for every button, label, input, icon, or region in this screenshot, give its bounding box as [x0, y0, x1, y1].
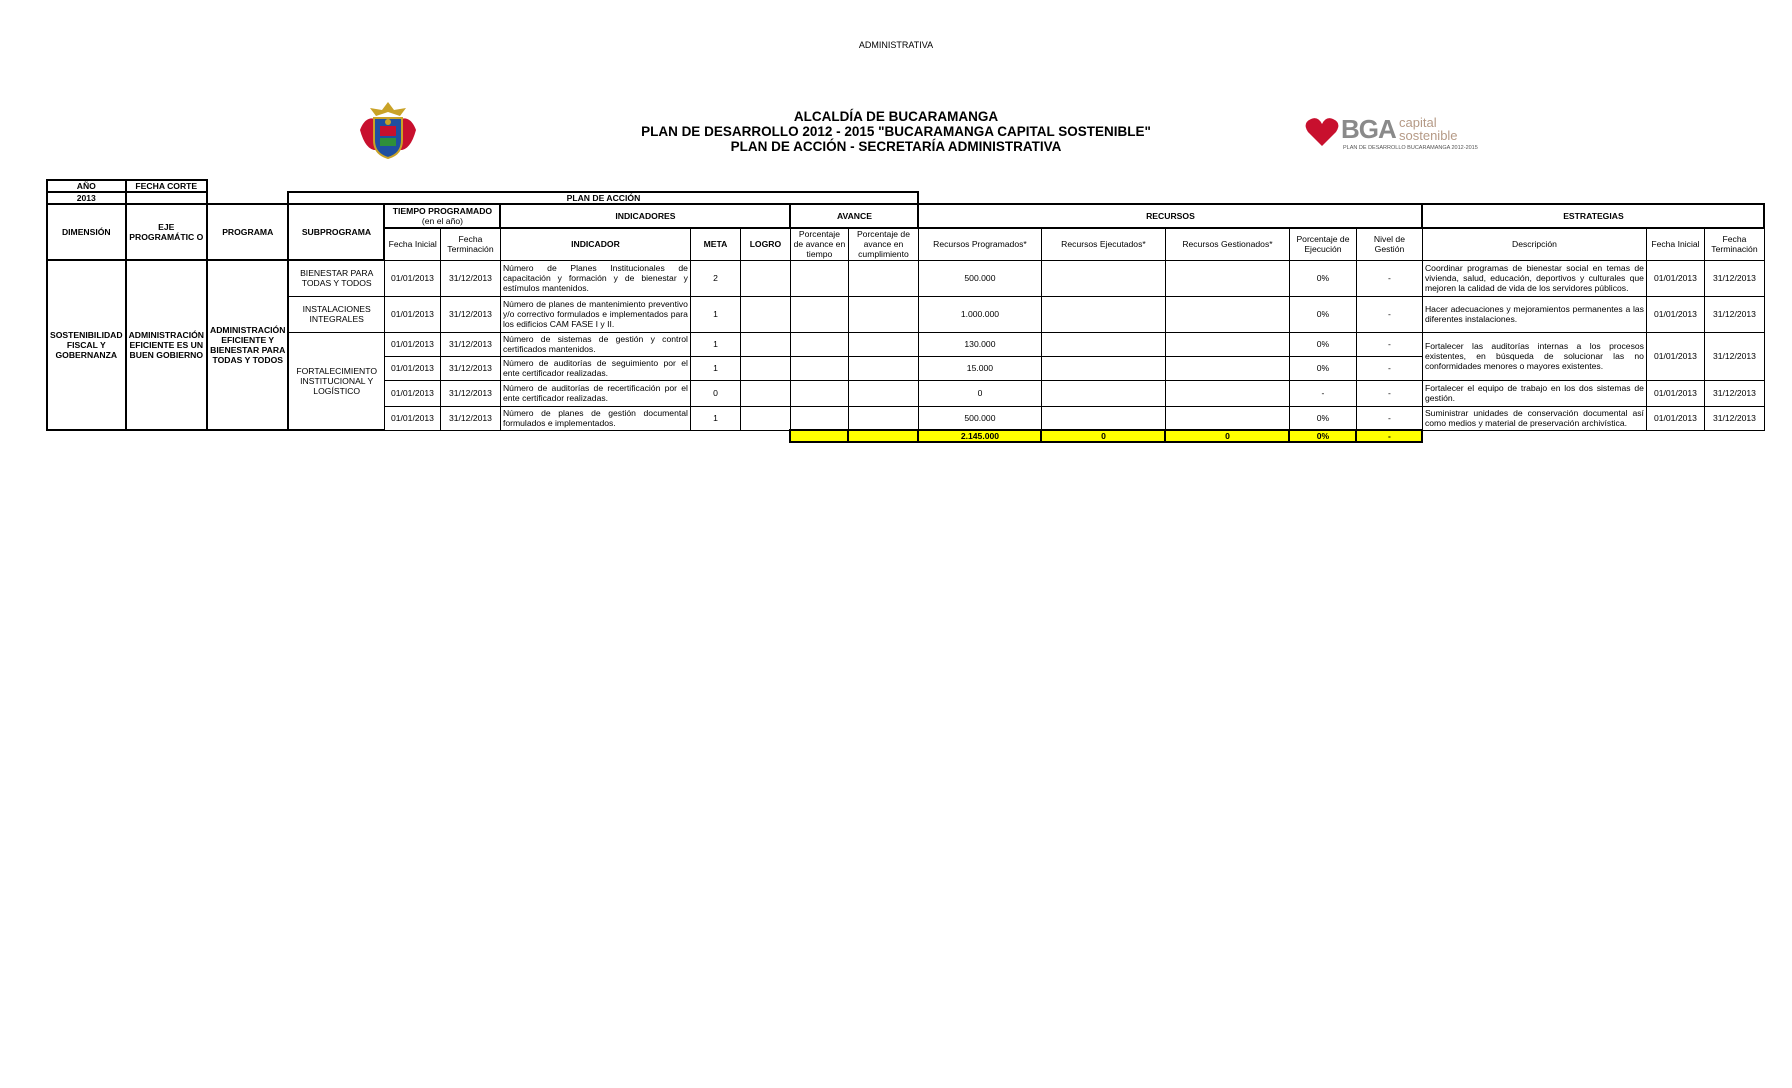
table-row: [47, 260, 1764, 296]
col-estrategia-fecha-terminacion: Fecha Terminación: [1704, 228, 1764, 260]
cell-estrategia-fecha-terminacion: 31/12/2013: [1704, 332, 1764, 380]
cell-estrategia-fecha-inicial: 01/01/2013: [1646, 380, 1704, 406]
total-avance-tiempo: [790, 430, 848, 442]
col-programa: PROGRAMA: [207, 204, 288, 260]
cell-avance-tiempo: [790, 356, 848, 380]
cell-fecha-terminacion: 31/12/2013: [440, 356, 500, 380]
col-meta: META: [690, 228, 740, 260]
cell-avance-cumplimiento: [848, 260, 918, 296]
col-fecha-terminacion: Fecha Terminación: [440, 228, 500, 260]
cell-indicador: Número de auditorías de seguimiento por el ente certificador realizadas.: [500, 356, 690, 380]
cell-recursos-programados: 0: [918, 380, 1041, 406]
table-row: [47, 332, 1764, 356]
cell-indicador: Número de planes de gestión documental formulados e implementados.: [500, 406, 690, 430]
cell-recursos-programados: 500.000: [918, 406, 1041, 430]
cell-meta: 1: [690, 356, 740, 380]
cell-recursos-programados: 500.000: [918, 260, 1041, 296]
cell-fecha-inicial: 01/01/2013: [384, 296, 440, 332]
cell-dimension: SOSTENIBILIDAD FISCAL Y GOBERNANZA: [47, 260, 126, 430]
cell-estrategia-fecha-inicial: 01/01/2013: [1646, 260, 1704, 296]
total-recursos-ejecutados: 0: [1041, 430, 1165, 442]
cell-fecha-inicial: 01/01/2013: [384, 356, 440, 380]
cell-indicador: Número de auditorías de recertificación por el ente certificador realizadas.: [500, 380, 690, 406]
cell-avance-cumplimiento: [848, 356, 918, 380]
cell-estrategia-descripcion: Hacer adecuaciones y mejoramientos permanentes a las diferentes instalaciones.: [1422, 296, 1646, 332]
cell-recursos-gestionados: [1165, 260, 1289, 296]
col-avance: AVANCE: [790, 204, 918, 228]
col-indicador: INDICADOR: [500, 228, 690, 260]
logo-tagline: capital sostenible: [1399, 115, 1458, 143]
cell-indicador: Número de Planes Institucionales de capacitación y formación y de bienestar y estímulos mantenidos.: [500, 260, 690, 296]
col-recursos-gestionados: Recursos Gestionados*: [1165, 228, 1289, 260]
col-indicadores: INDICADORES: [500, 204, 790, 228]
cell-logro: [740, 406, 790, 430]
cell-estrategia-fecha-inicial: 01/01/2013: [1646, 406, 1704, 430]
cell-recursos-ejecutados: [1041, 380, 1165, 406]
cell-avance-tiempo: [790, 332, 848, 356]
cell-nivel-gestion: -: [1356, 406, 1422, 430]
cell-porcentaje-ejecucion: 0%: [1289, 406, 1356, 430]
bga-capital-sostenible-logo: [1305, 112, 1490, 156]
col-estrategia-fecha-inicial: Fecha Inicial: [1646, 228, 1704, 260]
cell-meta: 0: [690, 380, 740, 406]
cell-recursos-gestionados: [1165, 406, 1289, 430]
cell-programa: ADMINISTRACIÓN EFICIENTE Y BIENESTAR PARA TODAS Y TODOS: [207, 260, 288, 430]
cell-estrategia-fecha-terminacion: 31/12/2013: [1704, 296, 1764, 332]
cell-nivel-gestion: -: [1356, 260, 1422, 296]
cell-avance-tiempo: [790, 380, 848, 406]
cell-recursos-ejecutados: [1041, 296, 1165, 332]
cell-avance-cumplimiento: [848, 380, 918, 406]
document-titles: [0, 109, 1792, 154]
cell-avance-tiempo: [790, 406, 848, 430]
cell-estrategia-descripcion: Fortalecer las auditorías internas a los procesos existentes, en búsqueda de solucionar las no conformidades menores o mayores existentes.: [1422, 332, 1646, 380]
cell-estrategia-fecha-inicial: 01/01/2013: [1646, 296, 1704, 332]
cell-avance-cumplimiento: [848, 296, 918, 332]
total-recursos-programados: 2.145.000: [918, 430, 1041, 442]
cell-meta: 1: [690, 406, 740, 430]
cell-avance-tiempo: [790, 296, 848, 332]
total-recursos-gestionados: 0: [1165, 430, 1289, 442]
cell-porcentaje-ejecucion: -: [1289, 380, 1356, 406]
cell-subprograma-bienestar: BIENESTAR PARA TODAS Y TODOS: [288, 260, 384, 296]
cell-recursos-gestionados: [1165, 356, 1289, 380]
logo-subtitle: PLAN DE DESARROLLO BUCARAMANGA 2012-2015: [1343, 145, 1478, 151]
cell-recursos-gestionados: [1165, 380, 1289, 406]
cell-recursos-ejecutados: [1041, 356, 1165, 380]
cell-recursos-ejecutados: [1041, 332, 1165, 356]
cell-meta: 2: [690, 260, 740, 296]
col-recursos-ejecutados: Recursos Ejecutados*: [1041, 228, 1165, 260]
cell-estrategia-fecha-terminacion: 31/12/2013: [1704, 380, 1764, 406]
plan-accion-header: PLAN DE ACCIÓN: [288, 192, 918, 204]
cell-recursos-programados: 130.000: [918, 332, 1041, 356]
cell-porcentaje-ejecucion: 0%: [1289, 332, 1356, 356]
cell-fecha-terminacion: 31/12/2013: [440, 332, 500, 356]
logo-brand-text: BGA: [1341, 114, 1396, 144]
cell-indicador: Número de sistemas de gestión y control certificados mantenidos.: [500, 332, 690, 356]
cell-indicador: Número de planes de mantenimiento preventivo y/o correctivo formulados e implementados para los edificios CAM FASE I y II.: [500, 296, 690, 332]
cell-porcentaje-ejecucion: 0%: [1289, 356, 1356, 380]
totals-row: [47, 430, 1764, 442]
title-plan-desarrollo: PLAN DE DESARROLLO 2012 - 2015 "BUCARAMANGA CAPITAL SOSTENIBLE": [641, 124, 1151, 139]
cell-recursos-programados: 15.000: [918, 356, 1041, 380]
col-subprograma: SUBPROGRAMA: [288, 204, 384, 260]
document-section-label: ADMINISTRATIVA: [858, 40, 934, 50]
cell-subprograma-instalaciones: INSTALACIONES INTEGRALES: [288, 296, 384, 332]
cell-meta: 1: [690, 296, 740, 332]
col-recursos-programados: Recursos Programados*: [918, 228, 1041, 260]
cell-porcentaje-ejecucion: 0%: [1289, 260, 1356, 296]
fecha-corte-value: [126, 192, 207, 204]
cell-porcentaje-ejecucion: 0%: [1289, 296, 1356, 332]
cell-fecha-terminacion: 31/12/2013: [440, 380, 500, 406]
col-porcentaje-ejecucion: Porcentaje de Ejecución: [1289, 228, 1356, 260]
cell-subprograma-fortalecimiento: FORTALECIMIENTO INSTITUCIONAL Y LOGÍSTICO: [288, 332, 384, 430]
cell-nivel-gestion: -: [1356, 296, 1422, 332]
cell-estrategia-descripcion: Coordinar programas de bienestar social en temas de vivienda, salud, educación, deportivos y culturales que mejoren la calidad de vida de los servidores públicos.: [1422, 260, 1646, 296]
cell-avance-cumplimiento: [848, 332, 918, 356]
cell-fecha-inicial: 01/01/2013: [384, 380, 440, 406]
anio-label: AÑO: [47, 180, 126, 192]
cell-nivel-gestion: -: [1356, 380, 1422, 406]
cell-logro: [740, 380, 790, 406]
cell-logro: [740, 296, 790, 332]
cell-eje: ADMINISTRACIÓN EFICIENTE ES UN BUEN GOBIERNO: [126, 260, 207, 430]
cell-fecha-inicial: 01/01/2013: [384, 332, 440, 356]
table-row: [47, 296, 1764, 332]
fecha-corte-label: FECHA CORTE: [126, 180, 207, 192]
cell-recursos-programados: 1.000.000: [918, 296, 1041, 332]
col-recursos: RECURSOS: [918, 204, 1422, 228]
cell-estrategia-descripcion: Suministrar unidades de conservación documental así como medios y material de preservación archivística.: [1422, 406, 1646, 430]
cell-fecha-inicial: 01/01/2013: [384, 260, 440, 296]
cell-logro: [740, 260, 790, 296]
cell-avance-cumplimiento: [848, 406, 918, 430]
cell-fecha-terminacion: 31/12/2013: [440, 260, 500, 296]
title-plan-accion: PLAN DE ACCIÓN - SECRETARÍA ADMINISTRATIVA: [730, 139, 1062, 154]
title-alcaldia: ALCALDÍA DE BUCARAMANGA: [793, 109, 999, 124]
cell-recursos-gestionados: [1165, 296, 1289, 332]
cell-fecha-terminacion: 31/12/2013: [440, 296, 500, 332]
cell-logro: [740, 332, 790, 356]
col-fecha-inicial: Fecha Inicial: [384, 228, 440, 260]
cell-recursos-ejecutados: [1041, 406, 1165, 430]
cell-estrategia-fecha-inicial: 01/01/2013: [1646, 332, 1704, 380]
col-avance-tiempo: Porcentaje de avance en tiempo: [790, 228, 848, 260]
cell-nivel-gestion: -: [1356, 332, 1422, 356]
cell-nivel-gestion: -: [1356, 356, 1422, 380]
total-porcentaje-ejecucion: 0%: [1289, 430, 1356, 442]
col-dimension: DIMENSIÓN: [47, 204, 126, 260]
cell-fecha-inicial: 01/01/2013: [384, 406, 440, 430]
total-avance-cumplimiento: [848, 430, 918, 442]
cell-logro: [740, 356, 790, 380]
cell-meta: 1: [690, 332, 740, 356]
col-eje: EJE PROGRAMÁTIC O: [126, 204, 207, 260]
heart-icon: [1305, 116, 1339, 148]
col-logro: LOGRO: [740, 228, 790, 260]
col-nivel-gestion: Nivel de Gestión: [1356, 228, 1422, 260]
cell-estrategia-fecha-terminacion: 31/12/2013: [1704, 406, 1764, 430]
cell-estrategia-descripcion: Fortalecer el equipo de trabajo en los dos sistemas de gestión.: [1422, 380, 1646, 406]
cell-fecha-terminacion: 31/12/2013: [440, 406, 500, 430]
total-nivel-gestion: -: [1356, 430, 1422, 442]
cell-recursos-gestionados: [1165, 332, 1289, 356]
cell-recursos-ejecutados: [1041, 260, 1165, 296]
col-estrategias: ESTRATEGIAS: [1422, 204, 1764, 228]
col-descripcion: Descripción: [1422, 228, 1646, 260]
col-avance-cumplimiento: Porcentaje de avance en cumplimiento: [848, 228, 918, 260]
cell-avance-tiempo: [790, 260, 848, 296]
anio-value: 2013: [47, 192, 126, 204]
col-tiempo-programado: TIEMPO PROGRAMADO (en el año): [384, 204, 500, 228]
cell-estrategia-fecha-terminacion: 31/12/2013: [1704, 260, 1764, 296]
action-plan-table: [46, 179, 1765, 443]
